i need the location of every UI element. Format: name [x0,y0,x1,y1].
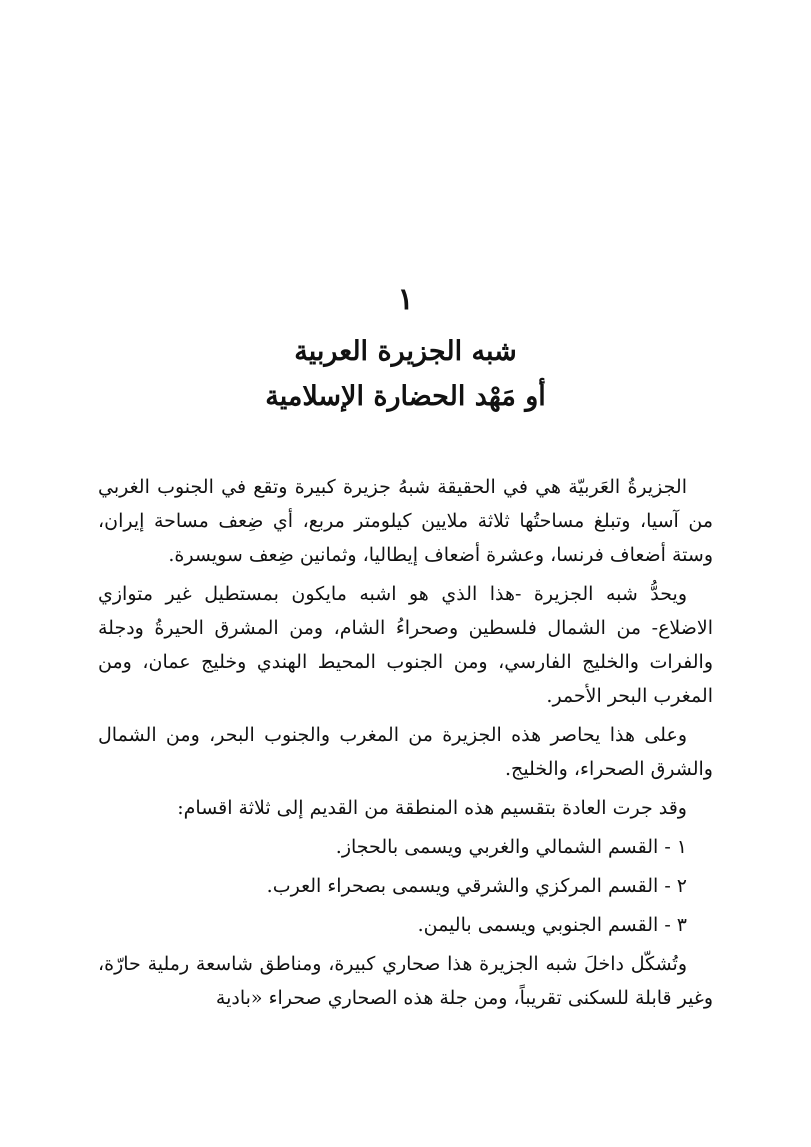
paragraph-borders: ويحدُّ شبه الجزيرة -هذا الذي هو اشبه مايكون بمستطيل غير متوازي الاضلاع- من الشمال فلسطين وصحراءُ الشام، ومن المشرق الحيرةُ ودجلة والفرات والخليج الفارسي، ومن الجنوب المحيط الهندي وخليج عمان، ومن المغرب البحر الأحمر. [98,583,713,707]
division-item-arabian-desert: ٢ - القسم المركزي والشرقي ويسمى بصحراء العرب. [266,875,687,897]
paragraph-geography: الجزيرةُ العَربيّة هي في الحقيقة شبهُ جزيرة كبيرة وتقع في الجنوب الغربي من آسيا، وتبلغ مساحتُها ثلاثة ملايين كيلومتر مربع، أي ضِعف مساحة إيران، وستة أضعاف فرنسا، وعشرة أضعاف إيطاليا، وثمانين ضِعف سويسرة. [98,476,713,566]
paragraph-deserts: وتُشكّل داخلَ شبه الجزيرة هذا صحاري كبيرة، ومناطق شاسعة رملية حارّة، وغير قابلة للسكنى تقريباً، ومن جلة هذه الصحاري صحراء «بادية [98,953,713,1009]
division-intro: وقد جرت العادة بتقسيم هذه المنطقة من القديم إلى ثلاثة اقسام: [177,797,687,819]
chapter-number: ١ [397,282,414,317]
division-item-yemen: ٣ - القسم الجنوبي ويسمى باليمن. [417,914,687,936]
chapter-body [98,470,713,1020]
chapter-title-line-1: شبه الجزيرة العربية [294,336,517,367]
paragraph-surroundings: وعلى هذا يحاصر هذه الجزيرة من المغرب والجنوب البحر، ومن الشمال والشرق الصحراء، والخليج. [98,724,713,780]
chapter-title-line-2: أو مَهْد الحضارة الإسلامية [265,381,546,412]
division-item-hijaz: ١ - القسم الشمالي والغربي ويسمى بالحجاز. [335,836,687,858]
